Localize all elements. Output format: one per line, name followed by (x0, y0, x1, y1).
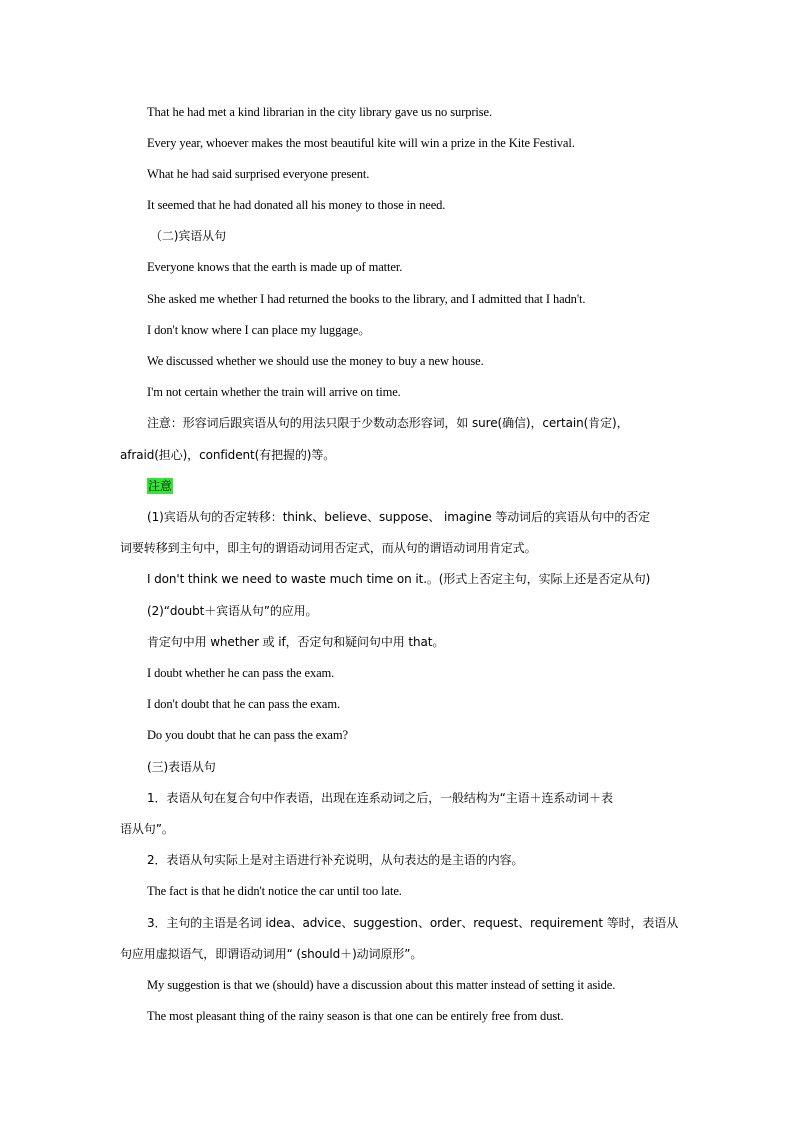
example-sentence: The most pleasant thing of the rainy season is that one can be entirely free from dust. (147, 1009, 564, 1023)
section-heading-object-clause: （二)宾语从句 (150, 229, 226, 243)
example-sentence: My suggestion is that we (should) have a discussion about this matter instead of setting it aside. (147, 978, 616, 992)
example-sentence: What he had said surprised everyone present. (147, 167, 370, 181)
note-label (147, 478, 173, 494)
example-sentence: I don't know where I can place my luggage。 (147, 323, 371, 337)
example-sentence: I don't think we need to waste much time on it.。(形式上否定主句，实际上还是否定从句) (147, 572, 651, 586)
example-sentence: That he had met a kind librarian in the city library gave us no surprise. (147, 105, 493, 119)
example-sentence: Everyone knows that the earth is made up of matter. (147, 260, 403, 274)
example-sentence: I don't doubt that he can pass the exam. (147, 697, 340, 711)
rule-paragraph: (1)宾语从句的否定转移：think、believe、suppose、 imagine 等动词后的宾语从句中的否定 (147, 510, 651, 524)
rule-paragraph: 1．表语从句在复合句中作表语，出现在连系动词之后，一般结构为“主语＋连系动词＋表 (147, 791, 613, 805)
example-sentence: Do you doubt that he can pass the exam? (147, 728, 348, 742)
highlighted-note-label: 注意 (148, 479, 172, 493)
example-sentence: She asked me whether I had returned the books to the library, and I admitted that I hadn't. (147, 292, 586, 306)
example-sentence: The fact is that he didn't notice the car until too late. (147, 884, 402, 898)
rule-paragraph-continued: 词要转移到主句中，即主句的谓语动词用否定式，而从句的谓语动词用肯定式。 (120, 541, 537, 555)
section-heading-predicative-clause: (三)表语从句 (147, 760, 216, 774)
example-sentence: I doubt whether he can pass the exam. (147, 666, 335, 680)
rule-paragraph-continued: 语从句”。 (120, 822, 174, 836)
rule-paragraph: 肯定句中用 whether 或 if，否定句和疑问句中用 that。 (147, 635, 445, 649)
example-sentence: It seemed that he had donated all his money to those in need. (147, 198, 446, 212)
note-paragraph: 注意：形容词后跟宾语从句的用法只限于少数动态形容词，如 sure(确信)，certain(肯定)， (147, 416, 629, 430)
example-sentence: I'm not certain whether the train will arrive on time. (147, 385, 401, 399)
rule-paragraph: 3．主句的主语是名词 idea、advice、suggestion、order、request、requirement 等时，表语从 (147, 916, 679, 930)
example-sentence: We discussed whether we should use the money to buy a new house. (147, 354, 484, 368)
rule-paragraph: 2．表语从句实际上是对主语进行补充说明，从句表达的是主语的内容。 (147, 853, 524, 867)
rule-heading: (2)“doubt＋宾语从句”的应用。 (147, 604, 318, 618)
note-paragraph-continued: afraid(担心)，confident(有把握的)等。 (120, 448, 336, 462)
example-sentence: Every year, whoever makes the most beautiful kite will win a prize in the Kite Festival. (147, 136, 575, 150)
rule-paragraph-continued: 句应用虚拟语气，即谓语动词用“ (should＋)动词原形”。 (120, 947, 423, 961)
